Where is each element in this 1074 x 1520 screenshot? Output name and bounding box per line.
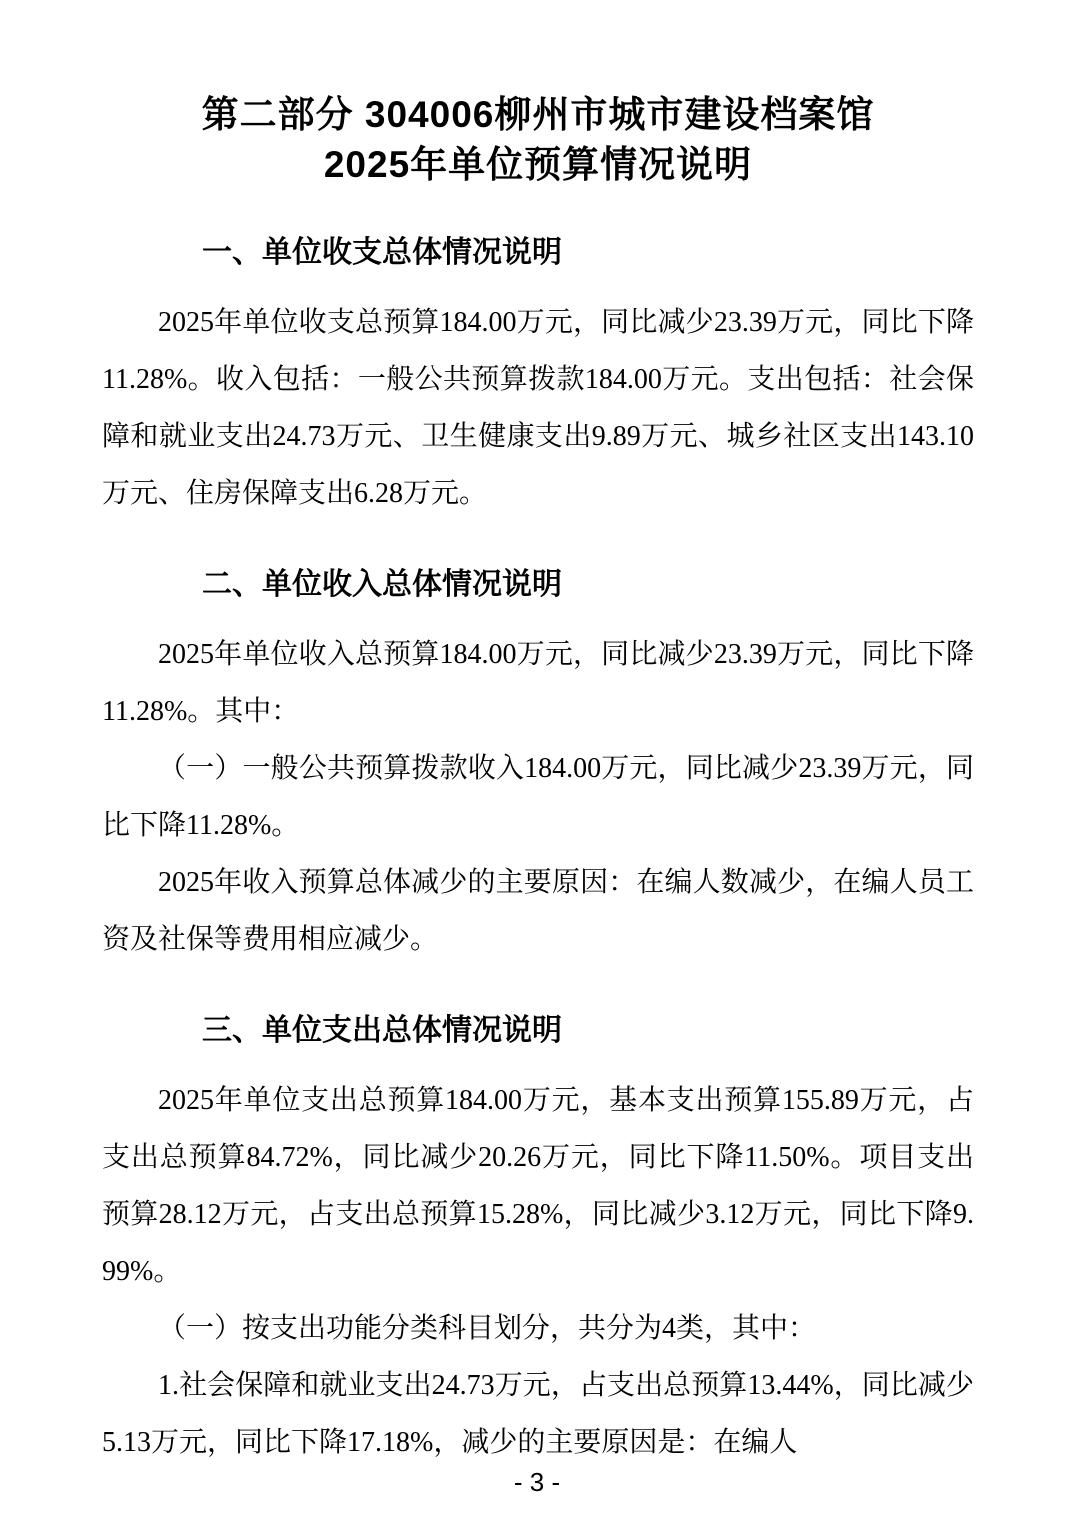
document-content [102,0,974,1471]
document-title-line1: 第二部分 304006柳州市城市建设档案馆 [201,94,875,135]
section-heading-1: 一、单位收支总体情况说明 [202,236,562,269]
document-title [102,90,974,190]
document-title-line2: 2025年单位预算情况说明 [323,144,753,185]
paragraph: （一）一般公共预算拨款收入184.00万元，同比减少23.39万元，同比下降11.28%。 [102,753,974,841]
section-heading-3: 三、单位支出总体情况说明 [202,1014,562,1047]
section-heading-2: 二、单位收入总体情况说明 [202,568,562,601]
page-number: - 3 - [513,1467,561,1497]
paragraph: 2025年单位收入总预算184.00万元，同比减少23.39万元，同比下降11.28%。其中： [102,639,974,727]
paragraph: 2025年单位支出总预算184.00万元，基本支出预算155.89万元，占支出总预算84.72%，同比减少20.26万元，同比下降11.50%。项目支出预算28.12万元，占支出总预算15.28%，同比减少3.12万元，同比下降9.99%。 [102,1085,974,1287]
paragraph: 2025年单位收支总预算184.00万元，同比减少23.39万元，同比下降11.28%。收入包括：一般公共预算拨款184.00万元。支出包括：社会保障和就业支出24.73万元、卫生健康支出9.89万元、城乡社区支出143.10万元、住房保障支出6.28万元。 [102,307,974,509]
paragraph: （一）按支出功能分类科目划分，共分为4类，其中： [158,1313,817,1344]
paragraph: 1.社会保障和就业支出24.73万元，占支出总预算13.44%，同比减少5.13万元，同比下降17.18%，减少的主要原因是：在编人 [102,1370,974,1458]
paragraph: 2025年收入预算总体减少的主要原因：在编人数减少，在编人员工资及社保等费用相应减少。 [102,867,974,955]
